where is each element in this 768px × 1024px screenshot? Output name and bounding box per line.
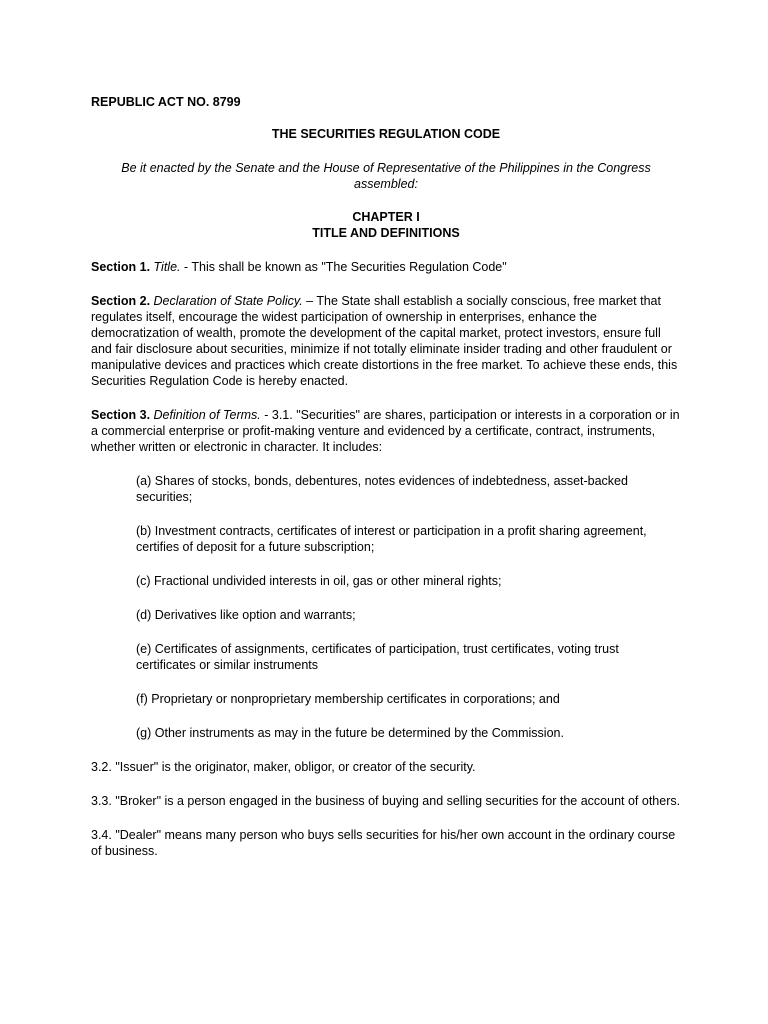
chapter-number: CHAPTER I [352, 210, 420, 224]
list-item: (d) Derivatives like option and warrants; [136, 608, 356, 622]
securities-list [136, 473, 681, 741]
list-item: (a) Shares of stocks, bonds, debentures, notes evidences of indebtedness, asset-backed securities; [136, 474, 628, 504]
section-heading: Declaration of State Policy. [153, 294, 303, 308]
chapter-title: TITLE AND DEFINITIONS [312, 226, 460, 240]
section-1 [91, 259, 681, 275]
list-item: (b) Investment contracts, certificates of interest or participation in a profit sharing agreement, certifies of deposit for a future subscription; [136, 524, 647, 554]
definition-broker: 3.3. "Broker" is a person engaged in the business of buying and selling securities for the account of others. [91, 794, 681, 808]
section-label: Section 3. [91, 408, 151, 422]
act-number: REPUBLIC ACT NO. 8799 [91, 95, 241, 109]
section-label: Section 1. [91, 260, 151, 274]
chapter-heading [91, 209, 681, 241]
list-item: (g) Other instruments as may in the future be determined by the Commission. [136, 726, 564, 740]
definition-issuer: 3.2. "Issuer" is the originator, maker, obligor, or creator of the security. [91, 760, 476, 774]
enacting-clause: Be it enacted by the Senate and the House of Representative of the Philippines in the Congress assembled: [121, 161, 651, 191]
section-heading: Definition of Terms. [153, 408, 261, 422]
section-text: - 3.1. "Securities" are shares, participation or interests in a corporation or in a commercial enterprise or profit-making venture and evidenced by a certificate, contract, instruments, whether written or electronic in character. It includes: [91, 408, 680, 454]
section-text: – The State shall establish a socially conscious, free market that regulates itself, encourage the widest participation of ownership in enterprises, enhance the democratization of wealth, promote the development of the capital market, protect investors, ensure full and fair disclosure about securities, minimize if not totally eliminate insider trading and other fraudulent or manipulative devices and practices which create distortions in the free market. To achieve these ends, this Securities Regulation Code is hereby enacted. [91, 294, 678, 388]
section-2 [91, 293, 681, 389]
section-text: - This shall be known as "The Securities Regulation Code" [180, 260, 507, 274]
code-title: THE SECURITIES REGULATION CODE [271, 127, 501, 141]
section-label: Section 2. [91, 294, 151, 308]
document-page [91, 94, 681, 859]
section-heading: Title. [153, 260, 181, 274]
definition-dealer: 3.4. "Dealer" means many person who buys sells securities for his/her own account in the ordinary course of business. [91, 828, 676, 858]
list-item: (f) Proprietary or nonproprietary membership certificates in corporations; and [136, 692, 560, 706]
list-item: (e) Certificates of assignments, certificates of participation, trust certificates, voting trust certificates or similar instruments [136, 642, 619, 672]
list-item: (c) Fractional undivided interests in oil, gas or other mineral rights; [136, 574, 502, 588]
section-3 [91, 407, 681, 455]
